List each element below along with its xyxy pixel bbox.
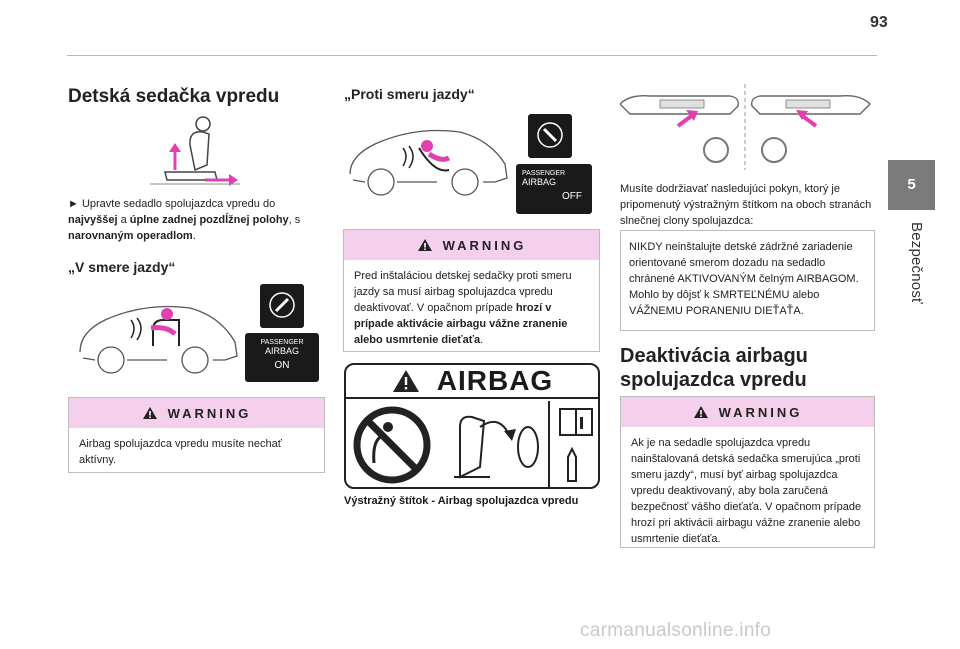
seat-instruction: ► Upravte sedadlo spolujazdca vpredu do najvyššej a úplne zadnej pozdĺžnej polohy, s narovnaným operadlom. <box>68 198 301 242</box>
indicator-label-2: AIRBAG <box>522 177 557 187</box>
warning-header <box>621 397 874 427</box>
child-head <box>421 140 433 152</box>
watermark: carmanualsonline.info <box>580 620 772 641</box>
warning-label: WARNING <box>442 237 527 253</box>
indicator-state: OFF <box>562 191 582 202</box>
airbag-waves <box>403 146 413 168</box>
warning-text: Ak je na sedadle spolujazdca vpredu nainštalovaná detská sedačka smerujúca „proti smeru jazdy“, musí byť airbag spolujazdca vpredu deaktivovaný, aby bola zaručená bezpečnosť vášho dieťaťa. V opačnom prípade hrozí pri aktivácii airbagu vážne zranenie alebo usmrtenie dieťaťa. <box>631 437 862 545</box>
passenger-airbag-off-indicator <box>516 164 592 214</box>
steering-wheel-right <box>762 138 786 162</box>
warning-text: Airbag spolujazdca vpredu musíte nechať aktívny. <box>79 438 282 466</box>
warning-text: Pred inštaláciou detskej sedačky proti smeru jazdy sa musí airbag spolujazdca vpredu deaktivovať. V opačnom prípade hrozí v prípade aktivácie airbagu vážne zranenie alebo usmrtenie dieťaťa. <box>354 270 572 346</box>
indicator-label-2: AIRBAG <box>264 346 299 356</box>
indicator-state: ON <box>274 360 290 371</box>
wheel-rear <box>182 347 208 373</box>
seat-back <box>190 132 209 170</box>
chapter-tab[interactable]: 5 <box>888 160 935 210</box>
wheel-front <box>368 169 394 195</box>
section-title-front-seat: Detská sedačka vpredu <box>68 86 280 107</box>
prohibited-child-seat-icon <box>352 405 432 485</box>
warning-box-rearward <box>343 229 600 352</box>
section-title-deactivation: Deaktivácia airbagu spolujazdca vpredu <box>620 345 808 391</box>
child-head <box>161 308 173 320</box>
car-outline <box>80 307 237 361</box>
headrest <box>196 117 210 131</box>
warning-header <box>344 230 599 260</box>
indicator-label-1: PASSENGER <box>260 339 304 346</box>
key-switch-icon <box>535 120 565 150</box>
sticker-divider <box>548 401 550 489</box>
passenger-airbag-on-indicator <box>245 333 319 382</box>
sticker-header <box>346 365 598 399</box>
rearward-car-illustration <box>345 118 515 198</box>
sticker-title: AIRBAG <box>436 365 554 396</box>
airbag-waves <box>131 318 141 340</box>
airbag-switch-off-panel <box>528 114 572 158</box>
manual-reference-icon <box>556 407 596 483</box>
sun-visor-label-illustration <box>620 74 875 172</box>
warning-box-deactivation <box>620 396 875 548</box>
warning-triangle-icon <box>142 406 158 420</box>
left-visor-label <box>660 100 704 108</box>
chapter-title: Bezpečnosť <box>908 222 925 304</box>
wheel-front <box>98 347 124 373</box>
warning-triangle-icon <box>391 368 421 394</box>
never-install-notice: NIKDY neinštalujte detské zádržné zariadenie orientované smerom dozadu na sedadlo chránené AKTIVOVANÝM čelným AIRBAGOM. Mohlo by dôjsť k SMRTEĽNÉMU alebo VÁŽNEMU PORANENIU DIEŤAŤA. <box>620 230 875 331</box>
steering-wheel-left <box>704 138 728 162</box>
seat-adjust-illustration <box>145 110 245 188</box>
up-arrow-head <box>169 143 181 152</box>
airbag-warning-label-sticker <box>344 363 600 489</box>
airbag-switch-on-panel <box>260 284 304 328</box>
key-switch-icon <box>267 290 297 320</box>
forward-car-illustration <box>75 290 245 380</box>
header-divider <box>67 55 877 56</box>
child-body <box>429 154 449 159</box>
wheel-rear <box>452 169 478 195</box>
right-visor-label <box>786 100 830 108</box>
warning-triangle-icon <box>417 238 433 252</box>
subtitle-rear-facing: „Proti smeru jazdy“ <box>344 86 475 102</box>
warning-box-forward <box>68 397 325 473</box>
indicator-label-1: PASSENGER <box>522 170 566 177</box>
page-number: 93 <box>870 14 888 31</box>
warning-label: WARNING <box>718 404 803 420</box>
warning-triangle-icon <box>693 405 709 419</box>
subtitle-forward-facing: „V smere jazdy“ <box>68 259 176 275</box>
sticker-caption: Výstražný štítok - Airbag spolujazdca vpredu <box>344 495 579 507</box>
visor-intro-text: Musíte dodržiavať nasledujúci pokyn, ktorý je pripomenutý výstražným štítkom na oboch stranách slnečnej clony spolujazdca: <box>620 183 872 227</box>
airbag-deploy-icon <box>440 407 544 483</box>
warning-label: WARNING <box>167 405 252 421</box>
warning-header <box>69 398 324 428</box>
child-body <box>151 328 175 334</box>
